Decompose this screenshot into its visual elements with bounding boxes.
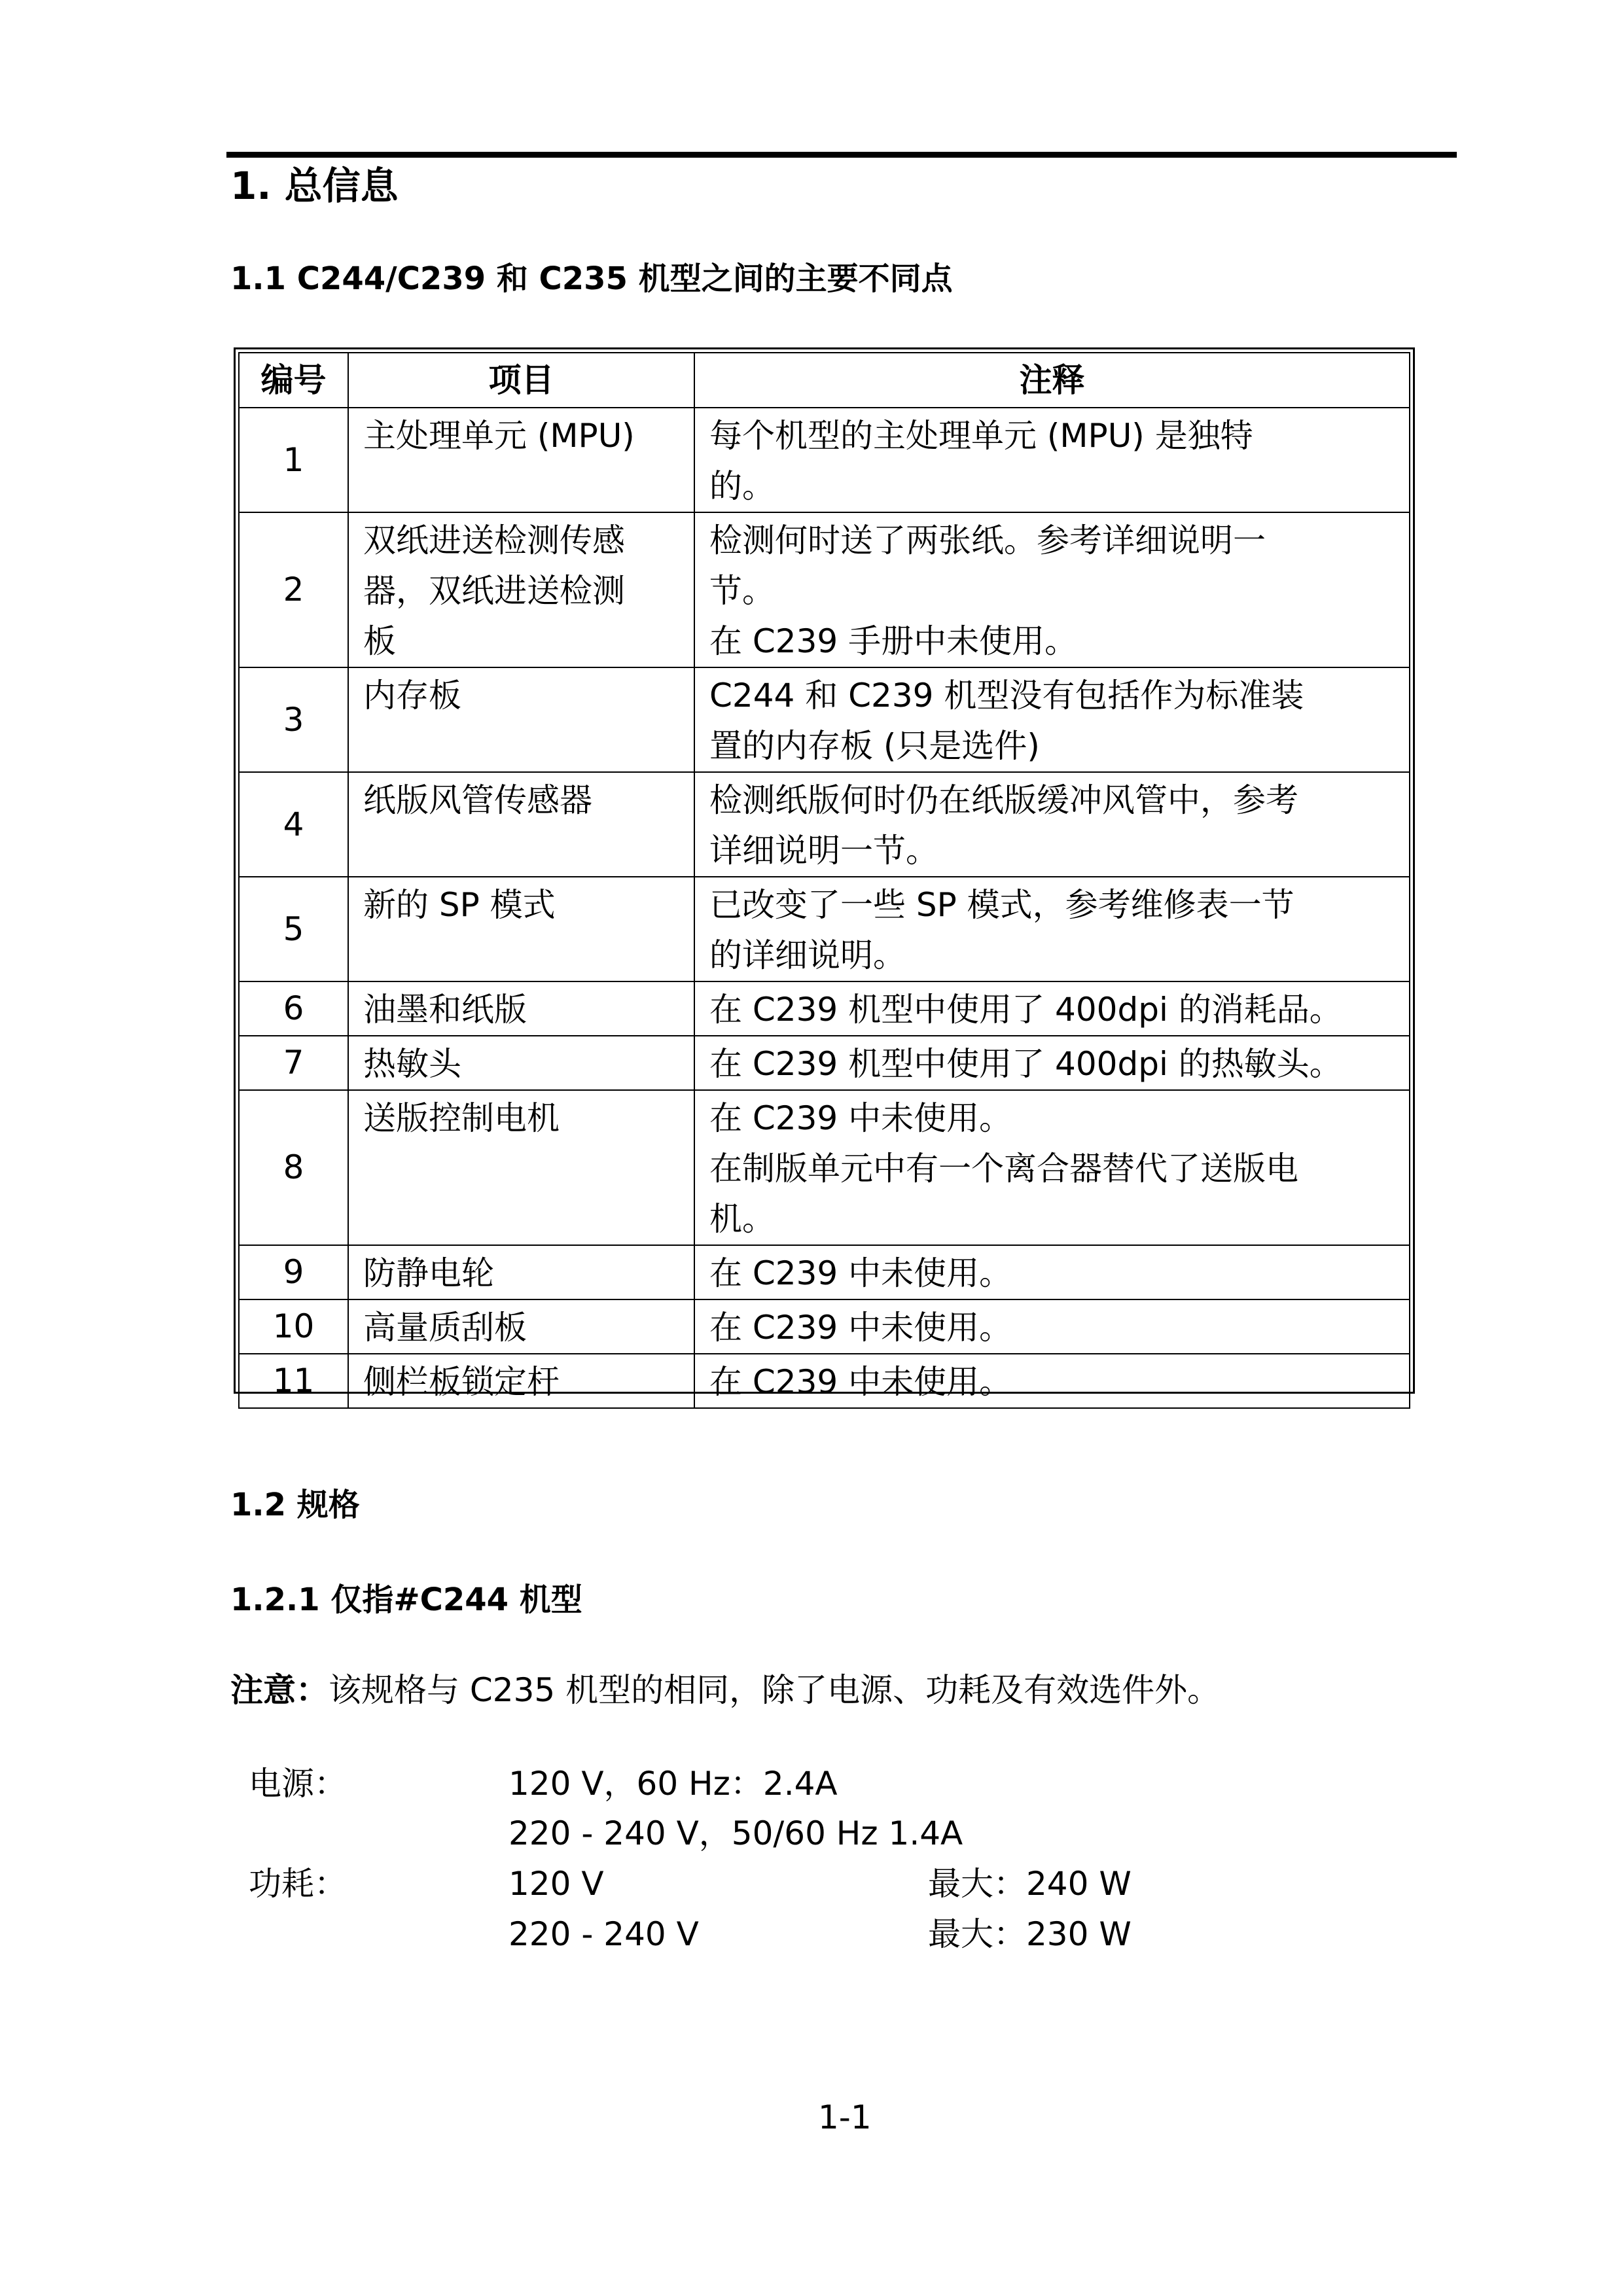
row-item-line: 双纸进送检测传感: [363, 521, 625, 559]
row-note-line: 在 C239 手册中未使用。: [709, 622, 1078, 660]
row-item: 热敏头: [348, 1036, 694, 1090]
row-note-line: 详细说明一节。: [709, 832, 938, 870]
row-item: [348, 512, 694, 667]
row-number: 2: [239, 512, 348, 667]
row-number: 11: [239, 1354, 348, 1408]
row-number: 4: [239, 772, 348, 877]
row-note: [694, 512, 1410, 667]
row-item: 送版控制电机: [348, 1090, 694, 1245]
table-row: [239, 877, 1410, 981]
power-value-1: 120 V，60 Hz：2.4A: [508, 1765, 838, 1803]
row-note-line: 机。: [709, 1200, 775, 1238]
consumption-label: 功耗：: [249, 1865, 347, 1903]
table-header-row: [239, 353, 1410, 408]
row-note-line: C244 和 C239 机型没有包括作为标准装: [709, 677, 1304, 715]
header-note: 注释: [694, 353, 1410, 408]
table-row: [239, 981, 1410, 1036]
row-number: 10: [239, 1299, 348, 1354]
row-note: [694, 667, 1410, 772]
table-row: [239, 772, 1410, 877]
table-row: [239, 1299, 1410, 1354]
header-item: 项目: [348, 353, 694, 408]
row-note: [694, 981, 1410, 1036]
row-number: 3: [239, 667, 348, 772]
row-item-line: 板: [363, 622, 396, 660]
row-number: 6: [239, 981, 348, 1036]
row-item: 纸版风管传感器: [348, 772, 694, 877]
power-value-2: 220 - 240 V，50/60 Hz 1.4A: [508, 1814, 963, 1852]
row-number: 5: [239, 877, 348, 981]
table-row: [239, 667, 1410, 772]
header-rule: [226, 152, 1457, 158]
row-item-line: 器，双纸进送检测: [363, 572, 625, 610]
consumption-max-1: 最大：240 W: [928, 1865, 1132, 1903]
consumption-max-2: 最大：230 W: [928, 1915, 1132, 1953]
row-item: 油墨和纸版: [348, 981, 694, 1036]
note-text: 该规格与 C235 机型的相同，除了电源、功耗及有效选件外。: [329, 1671, 1221, 1709]
row-note-line: 在 C239 机型中使用了 400dpi 的消耗品。: [709, 991, 1342, 1029]
row-note-line: 在制版单元中有一个离合器替代了送版电: [709, 1150, 1298, 1188]
row-note-line: 的。: [709, 467, 775, 505]
table-row: [239, 1245, 1410, 1299]
row-note: [694, 408, 1410, 512]
row-number: 7: [239, 1036, 348, 1090]
row-item: 侧栏板锁定杆: [348, 1354, 694, 1408]
differences-table: [234, 347, 1415, 1401]
consumption-voltage-2: 220 - 240 V: [508, 1915, 699, 1953]
subsection-title-specs: 1.2 规格: [230, 1487, 360, 1523]
row-note: [694, 1036, 1410, 1090]
table-row: [239, 1354, 1410, 1408]
row-item: 内存板: [348, 667, 694, 772]
table-row: [239, 1090, 1410, 1245]
row-note-line: 节。: [709, 572, 775, 610]
row-note-line: 在 C239 中未使用。: [709, 1099, 1012, 1137]
section-title: 1. 总信息: [230, 164, 399, 208]
header-number: 编号: [239, 353, 348, 408]
row-note-line: 的详细说明。: [709, 936, 906, 974]
row-item: 防静电轮: [348, 1245, 694, 1299]
consumption-voltage-1: 120 V: [508, 1865, 604, 1903]
row-note-line: 在 C239 中未使用。: [709, 1363, 1012, 1401]
row-note: [694, 877, 1410, 981]
row-number: 9: [239, 1245, 348, 1299]
power-label: 电源：: [249, 1765, 347, 1803]
page-number: 1-1: [818, 2098, 872, 2136]
note-label: 注意：: [230, 1671, 329, 1709]
row-note-line: 检测何时送了两张纸。参考详细说明一: [709, 521, 1266, 559]
row-item: 高量质刮板: [348, 1299, 694, 1354]
subsection-title-c244: 1.2.1 仅指#C244 机型: [230, 1581, 582, 1618]
row-item: 主处理单元 (MPU): [348, 408, 694, 512]
row-note-line: 每个机型的主处理单元 (MPU) 是独特: [709, 417, 1253, 455]
row-note-line: 在 C239 中未使用。: [709, 1254, 1012, 1292]
row-note-line: 检测纸版何时仍在纸版缓冲风管中，参考: [709, 781, 1298, 819]
row-note-line: 在 C239 中未使用。: [709, 1309, 1012, 1347]
row-note: [694, 1090, 1410, 1245]
table-row: [239, 512, 1410, 667]
row-note: [694, 1299, 1410, 1354]
row-note-line: 在 C239 机型中使用了 400dpi 的热敏头。: [709, 1045, 1342, 1083]
subsection-title-differences: 1.1 C244/C239 和 C235 机型之间的主要不同点: [230, 260, 953, 297]
row-number: 1: [239, 408, 348, 512]
row-note: [694, 772, 1410, 877]
row-number: 8: [239, 1090, 348, 1245]
row-note: [694, 1354, 1410, 1408]
table-row: [239, 408, 1410, 512]
row-item: 新的 SP 模式: [348, 877, 694, 981]
row-note-line: 已改变了一些 SP 模式，参考维修表一节: [709, 886, 1294, 924]
note-paragraph: [230, 1667, 1220, 1713]
row-note: [694, 1245, 1410, 1299]
table-row: [239, 1036, 1410, 1090]
row-note-line: 置的内存板 (只是选件): [709, 727, 1040, 765]
